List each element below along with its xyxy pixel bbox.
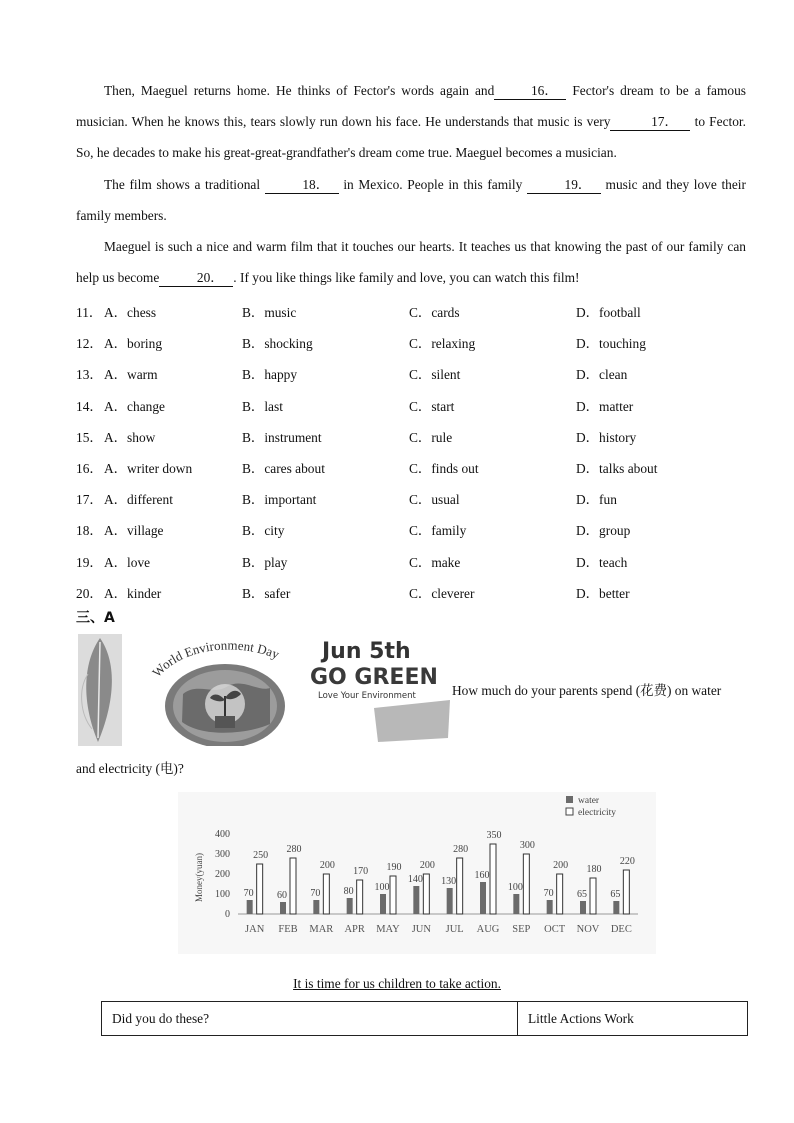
electricity-value-label: 250 [253, 850, 269, 861]
option-row [76, 302, 756, 322]
x-tick-label: MAR [309, 924, 334, 935]
option-row [76, 333, 756, 353]
option-d[interactable]: D．matter [576, 398, 634, 414]
water-value-label: 80 [343, 886, 354, 897]
question-line-1: How much do your parents spend (花费) on water [452, 683, 722, 698]
paragraph-text: Maeguel is such a nice and warm film that it touches our hearts. It teaches us that knowing the past of our family can help us become [76, 239, 746, 285]
option-b[interactable]: B．cares about [242, 461, 325, 476]
leaf-icon [78, 634, 122, 746]
electricity-value-label: 280 [453, 844, 469, 855]
option-d[interactable]: D．football [576, 305, 641, 320]
banner-tagline: Love Your Environment [318, 691, 416, 701]
y-tick-label: 400 [215, 829, 230, 840]
option-row [76, 552, 756, 572]
electricity-value-label: 190 [386, 862, 402, 873]
legend-water-swatch [566, 796, 573, 803]
section-heading: 三、A [76, 610, 115, 626]
water-bar [347, 898, 353, 914]
question-number: 11． [76, 305, 103, 320]
x-tick-label: SEP [512, 924, 531, 935]
water-bar [513, 894, 519, 914]
x-tick-label: APR [344, 924, 365, 935]
blank-17: 17． [610, 114, 690, 131]
x-tick-label: DEC [610, 924, 632, 935]
option-a[interactable]: A．boring [104, 336, 163, 352]
electricity-bar [423, 874, 429, 914]
electricity-bar [590, 878, 596, 914]
question-number: 20． [76, 585, 103, 601]
option-c[interactable]: C．usual [409, 492, 460, 508]
electricity-bar [523, 854, 529, 914]
question-number: 18． [76, 523, 103, 539]
water-bar [280, 902, 286, 914]
x-tick-label: MAY [376, 924, 400, 935]
option-b[interactable]: B．happy [242, 367, 298, 383]
water-value-label: 140 [407, 874, 423, 885]
option-a[interactable]: A．chess [104, 305, 157, 320]
option-c[interactable]: C．make [409, 554, 461, 570]
option-row [76, 458, 756, 478]
water-bar [447, 888, 453, 914]
option-a[interactable]: A．change [104, 398, 165, 414]
electricity-value-label: 170 [353, 866, 369, 877]
paragraph-text: Fector's dream to be a famous musician. When he knows this, tears slowly run down his face. He understands that music is very [76, 83, 746, 129]
option-d[interactable]: D．group [576, 523, 631, 539]
banner-go-green: GO GREEN [310, 665, 438, 690]
electricity-value-label: 280 [286, 844, 302, 855]
electricity-bar [490, 844, 496, 914]
water-value-label: 70 [543, 888, 554, 899]
x-tick-label: NOV [576, 924, 600, 935]
option-d[interactable]: D．talks about [576, 461, 658, 476]
y-tick-label: 0 [225, 909, 230, 920]
water-value-label: 60 [277, 890, 287, 901]
y-tick-label: 100 [215, 889, 230, 900]
bar-chart [178, 792, 656, 954]
electricity-bar [623, 870, 629, 914]
paragraph-text: music and they love their family members. [76, 177, 746, 223]
paragraph-text: to Fector. So, he decades to make his great-great-grandfather's dream come true. Maeguel becomes a musician. [76, 114, 746, 160]
water-value-label: 160 [474, 870, 490, 881]
electricity-bar [323, 874, 329, 914]
option-d[interactable]: D．clean [576, 367, 628, 383]
paragraph-text: Then, Maeguel returns home. He thinks of Fector's words again and [104, 83, 495, 98]
water-bar [380, 894, 386, 914]
x-tick-label: JAN [245, 924, 265, 935]
water-bar [613, 901, 619, 914]
option-row [76, 520, 756, 540]
water-value-label: 70 [243, 888, 254, 899]
legend-electricity-swatch [566, 808, 573, 815]
question-line-2: and electricity (电)? [76, 761, 184, 776]
option-row [76, 583, 756, 603]
electricity-bar [557, 874, 563, 914]
option-row [76, 396, 756, 416]
electricity-bar [257, 864, 263, 914]
option-row [76, 489, 756, 509]
x-tick-label: JUL [445, 924, 464, 935]
question-number: 14． [76, 398, 103, 414]
blank-20: 20． [159, 270, 233, 287]
water-bar [547, 900, 553, 914]
passage-paragraph-3 [76, 231, 746, 293]
option-row [76, 427, 756, 447]
table-cell-did-you: Did you do these? [102, 1002, 518, 1036]
electricity-value-label: 200 [319, 860, 335, 871]
option-a[interactable]: A．kinder [104, 585, 162, 601]
actions-table [101, 1001, 748, 1036]
banner-date: Jun 5th [322, 639, 411, 664]
option-a[interactable]: A．warm [104, 367, 158, 383]
table-cell-little-actions: Little Actions Work [518, 1002, 748, 1036]
blank-18: 18． [265, 177, 339, 194]
x-tick-label: OCT [544, 924, 566, 935]
electricity-value-label: 220 [619, 856, 635, 867]
option-b[interactable]: B．shocking [242, 336, 313, 352]
option-d[interactable]: D．teach [576, 554, 628, 570]
water-value-label: 130 [441, 876, 457, 887]
water-value-label: 65 [577, 889, 587, 900]
option-b[interactable]: B．music [242, 305, 297, 320]
electricity-bar [457, 858, 463, 914]
globe-icon [165, 664, 285, 746]
option-b[interactable]: B．play [242, 554, 288, 570]
option-c[interactable]: C．silent [409, 367, 461, 383]
banner-decoration [374, 700, 450, 742]
electricity-value-label: 200 [419, 860, 435, 871]
electricity-bar [390, 876, 396, 914]
option-c[interactable]: C．relaxing [409, 336, 476, 352]
y-tick-label: 300 [215, 849, 230, 860]
option-d[interactable]: D．fun [576, 492, 617, 508]
environment-day-banner [78, 634, 450, 746]
question-number: 19． [76, 554, 103, 570]
x-tick-label: AUG [476, 924, 500, 935]
water-value-label: 100 [507, 882, 523, 893]
table-row [102, 1002, 748, 1036]
water-bar [413, 886, 419, 914]
option-a[interactable]: A．different [104, 492, 173, 508]
option-c[interactable]: C．finds out [409, 461, 479, 476]
question-number: 16． [76, 461, 103, 476]
passage-paragraph-1 [76, 75, 746, 168]
question-number: 17． [76, 492, 103, 508]
option-c[interactable]: C．cleverer [409, 585, 475, 601]
water-bar [247, 900, 253, 914]
blank-16: 16． [494, 83, 566, 100]
option-c[interactable]: C．rule [409, 429, 453, 445]
option-c[interactable]: C．cards [409, 305, 460, 320]
electricity-value-label: 180 [586, 864, 602, 875]
x-tick-label: JUN [411, 924, 431, 935]
option-row [76, 364, 756, 384]
electricity-bar [290, 858, 296, 914]
legend-electricity-label: electricity [578, 808, 616, 818]
banner-arc-text: World Environment Day [149, 637, 282, 680]
water-value-label: 65 [610, 889, 621, 900]
question-number: 13． [76, 367, 103, 383]
caption-text: It is time for us children to take action. [293, 976, 501, 991]
option-c[interactable]: C．family [409, 523, 467, 539]
blank-19: 19． [527, 177, 601, 194]
caption [0, 976, 794, 992]
x-tick-label: FEB [278, 924, 298, 935]
water-bar [480, 882, 486, 914]
paragraph-text: . If you like things like family and love, you can watch this film! [233, 270, 580, 285]
option-a[interactable]: A．writer down [104, 461, 193, 476]
electricity-value-label: 200 [553, 860, 569, 871]
option-b[interactable]: B．last [242, 398, 283, 414]
question-number: 15． [76, 429, 103, 445]
electricity-value-label: 350 [486, 830, 502, 841]
paragraph-text: The film shows a traditional [104, 177, 265, 192]
option-b[interactable]: B．city [242, 523, 285, 539]
chart-container [178, 792, 656, 954]
option-b[interactable]: B．safer [242, 585, 291, 601]
option-a[interactable]: A．village [104, 523, 164, 539]
paragraph-text: in Mexico. People in this family [338, 177, 527, 192]
water-bar [313, 900, 319, 914]
option-c[interactable]: C．start [409, 398, 455, 414]
option-d[interactable]: D．touching [576, 336, 646, 352]
question-number: 12． [76, 336, 103, 352]
option-a[interactable]: A．show [104, 429, 156, 445]
electricity-value-label: 300 [519, 840, 535, 851]
option-d[interactable]: D．better [576, 585, 630, 601]
legend-water-label: water [578, 796, 600, 806]
water-value-label: 100 [374, 882, 390, 893]
y-axis-label: Money(yuan) [194, 853, 204, 902]
passage-paragraph-2 [76, 169, 746, 231]
option-b[interactable]: B．important [242, 492, 317, 508]
option-d[interactable]: D．history [576, 429, 637, 445]
option-a[interactable]: A．love [104, 554, 151, 570]
water-bar [580, 901, 586, 914]
water-value-label: 70 [310, 888, 321, 899]
y-tick-label: 200 [215, 869, 230, 880]
option-b[interactable]: B．instrument [242, 429, 322, 445]
electricity-bar [357, 880, 363, 914]
